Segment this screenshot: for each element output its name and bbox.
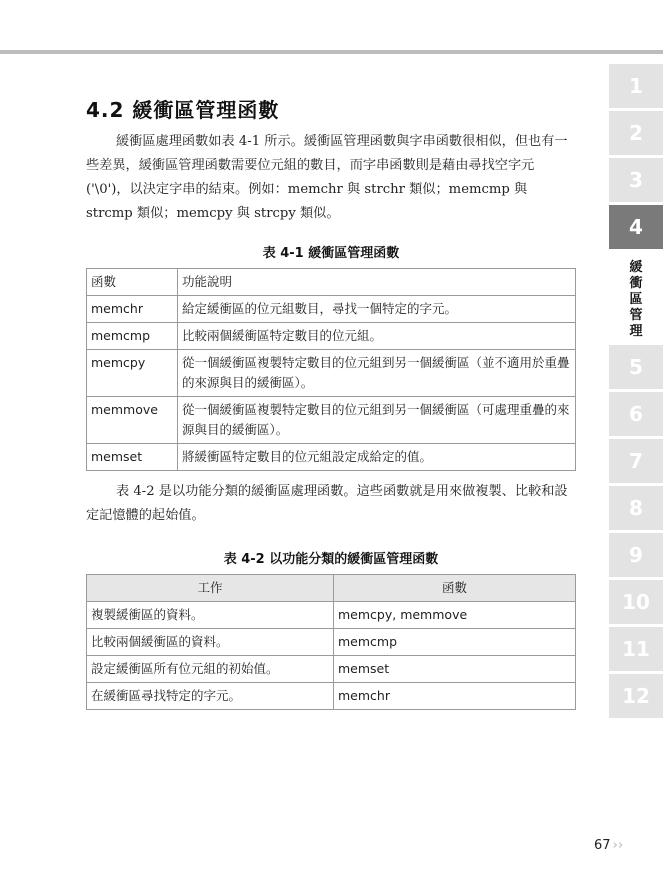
table-row [87, 296, 576, 323]
task-cell: 複製緩衝區的資料。 [87, 602, 334, 629]
chapter-tab-1[interactable]: 1 [609, 64, 663, 108]
table2-caption: 表 4-2 以功能分類的緩衝區管理函數 [223, 552, 439, 567]
table1-caption: 表 4-1 緩衝區管理函數 [262, 246, 400, 261]
function-header: 函數 [334, 575, 576, 602]
chapter-tab-8[interactable]: 8 [609, 486, 663, 530]
description-cell: 從一個緩衝區複製特定數目的位元組到另一個緩衝區（並不適用於重疊的來源與目的緩衝區）。 [178, 350, 576, 397]
table-row [87, 629, 576, 656]
table-header-row [87, 575, 576, 602]
task-cell: 在緩衝區尋找特定的字元。 [87, 683, 334, 710]
table-row [87, 350, 576, 397]
page-number [594, 838, 623, 853]
table-row [87, 602, 576, 629]
chapter-tab-10[interactable]: 10 [609, 580, 663, 624]
top-rule [0, 50, 663, 54]
task-cell: 比較兩個緩衝區的資料。 [87, 629, 334, 656]
description-cell: 功能說明 [178, 269, 576, 296]
table-row [87, 397, 576, 444]
function-name-cell: memchr [87, 296, 178, 323]
paragraph-table2-text: 表 4-2 是以功能分類的緩衝區處理函數。這些函數就是用來做複製、比較和設定記憶體的起始值。 [86, 484, 568, 523]
table-row [87, 323, 576, 350]
table2 [86, 574, 576, 710]
paragraph-intro [86, 130, 576, 226]
function-name-cell: 函數 [87, 269, 178, 296]
table1 [86, 268, 576, 471]
task-header: 工作 [87, 575, 334, 602]
function-cell: memcpy, memmove [334, 602, 576, 629]
section-heading: 4.2 緩衝區管理函數 [86, 98, 280, 122]
task-cell: 設定緩衝區所有位元組的初始值。 [87, 656, 334, 683]
chapter-tab-9[interactable]: 9 [609, 533, 663, 577]
next-arrows-icon: ›› [612, 838, 624, 853]
function-cell: memset [334, 656, 576, 683]
chapter-tab-7[interactable]: 7 [609, 439, 663, 483]
description-cell: 從一個緩衝區複製特定數目的位元組到另一個緩衝區（可處理重疊的來源與目的緩衝區）。 [178, 397, 576, 444]
paragraph-table2-intro [86, 480, 576, 528]
chapter-tab-11[interactable]: 11 [609, 627, 663, 671]
function-cell: memcmp [334, 629, 576, 656]
chapter-tab-3[interactable]: 3 [609, 158, 663, 202]
page-number-value: 67 [594, 838, 611, 853]
table-row [87, 444, 576, 471]
function-name-cell: memset [87, 444, 178, 471]
table-row [87, 683, 576, 710]
function-cell: memchr [334, 683, 576, 710]
paragraph-intro-text: 緩衝區處理函數如表 4-1 所示。緩衝區管理函數與字串函數很相似，但也有一些差異，緩衝區管理函數需要位元組的數目，而字串函數則是藉由尋找空字元('\0')，以決定字串的結束。例如：memchr 與 strchr 類似；memcmp 與 strcmp 類似；memcpy 與 strcpy 類似。 [86, 134, 568, 221]
chapter-tab-2[interactable]: 2 [609, 111, 663, 155]
description-cell: 將緩衝區特定數目的位元組設定成給定的值。 [178, 444, 576, 471]
table-header-row [87, 269, 576, 296]
description-cell: 比較兩個緩衝區特定數目的位元組。 [178, 323, 576, 350]
table-row [87, 656, 576, 683]
description-cell: 給定緩衝區的位元組數目，尋找一個特定的字元。 [178, 296, 576, 323]
chapter-tab-12[interactable]: 12 [609, 674, 663, 718]
chapter-tab-5[interactable]: 5 [609, 345, 663, 389]
function-name-cell: memcmp [87, 323, 178, 350]
function-name-cell: memcpy [87, 350, 178, 397]
active-chapter-label: 緩 衝 區 管 理 [629, 260, 643, 339]
function-name-cell: memmove [87, 397, 178, 444]
chapter-tab-6[interactable]: 6 [609, 392, 663, 436]
chapter-tab-4[interactable]: 4 [609, 205, 663, 249]
